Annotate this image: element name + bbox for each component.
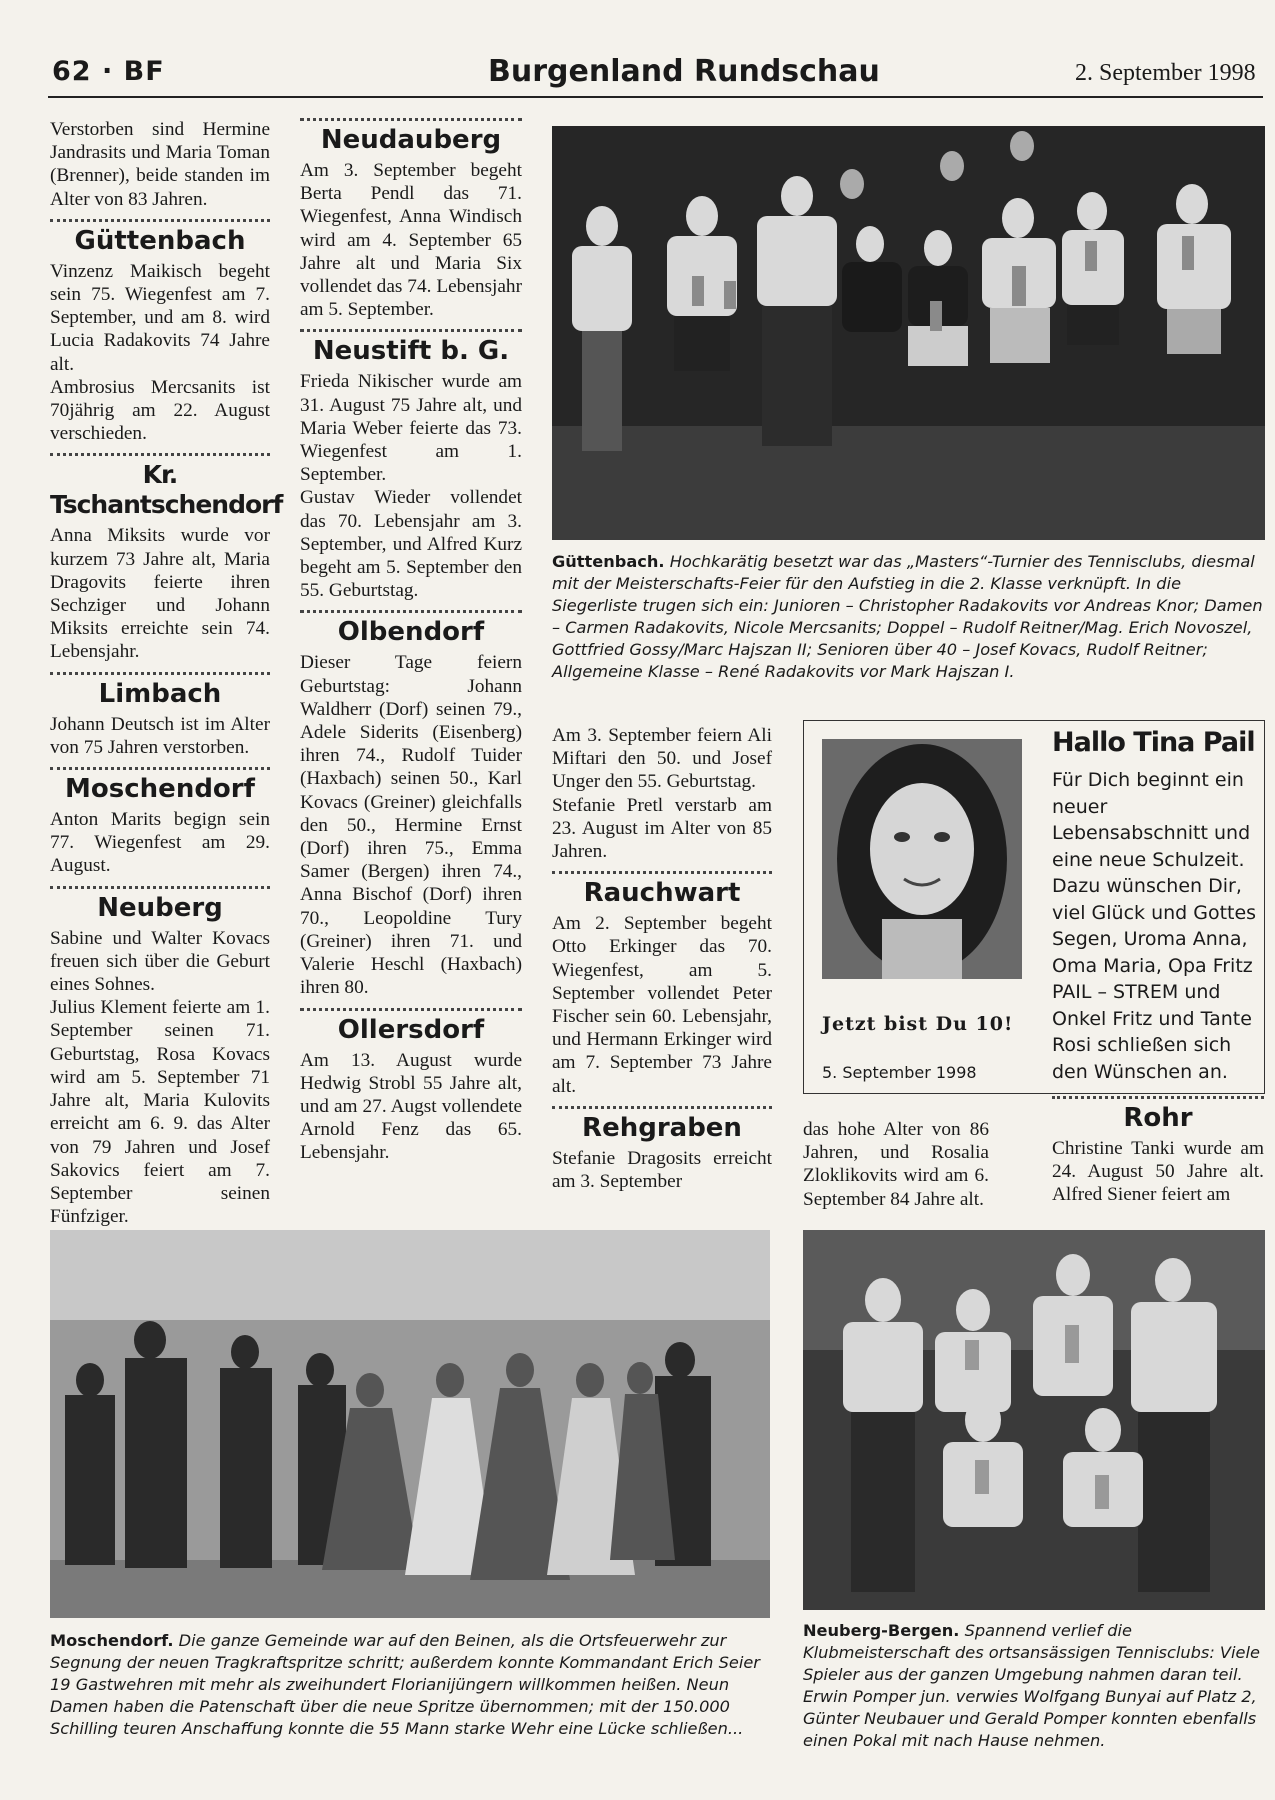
column-1 (50, 118, 283, 1228)
divider (300, 329, 522, 332)
article-text: Verstorben sind Hermine Jandrasits und Maria Toman (Brenner), beide standen im Alter von 83 Jahren. (50, 119, 270, 210)
article-text: Dieser Tage feiern Geburtstag: Johann Waldherr (Dorf) seinen 79., Adele Siderits (Eisenberg) ihren 74., Rudolf Tuider (Haxbach) seinen 50., Karl Kovacs (Greiner) gleichfalls den 50., Hermine Ernst (Dorf) ihren 75., Emma Samer (Bergen) ihren 74., Anna Bischof (Dorf) ihren 70., Leopoldine Tury (Greiner) ihren 71. und Valerie Heschl (Haxbach) ihren 80. (300, 652, 522, 999)
issue-date: 2. September 1998 (1075, 60, 1256, 86)
newspaper-title: Burgenland Rundschau (488, 54, 880, 89)
divider (50, 672, 270, 675)
article-text: Am 2. September begeht Otto Erkinger das 70. Wiegenfest, am 5. September vollendet Peter Fischer sein 60. Lebensjahr, und Hermann Erkinger wird am 7. September 73 Jahre alt. (552, 913, 772, 1097)
divider (300, 610, 522, 613)
section-title: Güttenbach (74, 225, 246, 256)
photo-people-silhouettes (552, 126, 1265, 540)
caption-text: Hochkarätig besetzt war das „Masters“-Turnier des Tennisclubs, diesmal mit der Meisterschafts-Feier für den Aufstieg in die 2. Klasse verknüpft. In die Siegerliste trugen sich ein: Junioren – Christopher Radakovits vor Andreas Knor; Damen – Carmen Radakovits, Nicole Mercsanits; Doppel – Rudolf Reitner/Mag. Erich Novoszel, Gottfried Gossy/Marc Hajszan II; Senioren über 40 – Josef Kovacs, Rudolf Reitner; Allgemeine Klasse – René Radakovits vor Mark Hajszan I. (552, 552, 1263, 681)
article-text: Julius Klement feierte am 1. September seinen 71. Geburtstag, Rosa Kovacs wird am 5. September 71 Jahre alt, Maria Kulovits erreicht am 6. 9. das Alter von 79 Jahren und Josef Sakovics feiert am 7. September seinen Fünfziger. (50, 997, 270, 1228)
divider (50, 219, 270, 222)
caption-place: Güttenbach. (552, 552, 665, 571)
article-text: das hohe Alter von 86 Jahren, und Rosalia Zloklikovits wird am 6. September 84 Jahre alt. (803, 1119, 989, 1210)
article-text: Sabine und Walter Kovacs freuen sich über die Geburt eines Sohnes. (50, 927, 270, 996)
photo-tennis-club (803, 1230, 1265, 1610)
photo-caption-bottom-right (803, 1620, 1265, 1752)
article-text: Am 3. September begeht Berta Pendl das 71. Wiegenfest, Anna Windisch wird am 4. September 65 Jahre alt und Maria Six vollendet das 74. Lebensjahr am 5. September. (300, 160, 522, 321)
article-text: Vinzenz Maikisch begeht sein 75. Wiegenfest am 7. September, und am 8. wird Lucia Radakovits 74 Jahre alt. (50, 260, 270, 375)
divider (50, 886, 270, 889)
caption-place: Neuberg-Bergen. (803, 1621, 960, 1640)
section-title: Limbach (98, 678, 222, 709)
column-2 (300, 118, 522, 1165)
divider (50, 453, 270, 456)
column-4 (803, 1118, 989, 1211)
greeting-title: Hallo Tina Pail (1052, 727, 1255, 758)
greeting-body: Für Dich beginnt ein neuer Lebensabschnitt und eine neue Schulzeit. Dazu wünschen Dir, viel Glück und Gottes Segen, Uroma Anna, Oma Maria, Opa Fritz PAIL – STREM und Onkel Fritz und Tante Rosi schließen sich den Wünschen an. (1052, 769, 1257, 1083)
caption-place: Moschendorf. (50, 1631, 174, 1650)
divider (1052, 1096, 1264, 1099)
article-text: Christine Tanki wurde am 24. August 50 Jahre alt. Alfred Siener feiert am (1052, 1138, 1264, 1206)
divider (552, 1106, 772, 1109)
article-text: Anton Marits begign sein 77. Wiegenfest am 29. August. (50, 809, 270, 877)
photo-tennis-team (552, 126, 1265, 540)
section-title: Moschendorf (65, 774, 255, 805)
column-3 (552, 724, 772, 1193)
column-5 (1052, 1096, 1264, 1207)
section-title: Neustift b. G. (312, 336, 510, 367)
article-text: Ambrosius Mercsanits ist 70jährig am 22. August verschieden. (50, 376, 270, 445)
header-rule (48, 96, 1263, 98)
photo-girl (822, 739, 1022, 979)
article-text: Frieda Nikischer wurde am 31. August 75 Jahre alt, und Maria Weber feierte das 73. Wiegenfest am 1. September. (300, 371, 522, 486)
article-text: Anna Miksits wurde vor kurzem 73 Jahre alt, Maria Dragovits feierte ihren Sechziger und Johann Miksits erreichte sein 74. Lebensjahr. (50, 525, 270, 663)
section-title: Rohr (1123, 1103, 1193, 1133)
section-title: Rauchwart (583, 878, 741, 909)
page-number: 62 · BF (52, 56, 165, 87)
photo-crowd-silhouettes (50, 1230, 770, 1618)
divider (552, 871, 772, 874)
caption-text: Die ganze Gemeinde war auf den Beinen, als die Ortsfeuerwehr zur Segnung der neuen Tragkraftspritze schritt; außerdem konnte Kommandant Erich Seier 19 Gastwehren mit mehr als zweihundert Florianijüngern willkommen heißen. Neun Damen haben die Patenschaft über die neue Spritze übernommen; mit der 150.000 Schilling teuren Anschaffung konnte die 55 Mann starke Wehr eine Lücke schließen... (50, 1631, 760, 1738)
greeting-box (803, 720, 1265, 1094)
photo-caption-bottom-left (50, 1630, 770, 1740)
section-title: Neudauberg (320, 125, 502, 155)
article-text: Stefanie Dragosits erreicht am 3. September (552, 1147, 772, 1193)
article-text: Gustav Wieder vollendet das 70. Lebensjahr am 3. September, und Alfred Kurz begeht am 5. September den 55. Geburtstag. (300, 487, 522, 602)
divider (300, 1008, 522, 1011)
divider (300, 118, 522, 121)
photo-text: Jetzt bist Du 10! (822, 1013, 1014, 1035)
section-title: Olbendorf (337, 617, 485, 648)
article-text: Am 13. August wurde Hedwig Strobl 55 Jahre alt, und am 27. Augst vollendete Arnold Fenz das 65. Lebensjahr. (300, 1049, 522, 1164)
caption-text: Spannend verlief die Klubmeisterschaft des ortsansässigen Tennisclubs: Viele Spieler aus der ganzen Umgebung nahmen daran teil. Erwin Pomper jun. verwies Wolfgang Bunyai auf Platz 2, Günter Neubauer und Gerald Pomper konnten ebenfalls einen Pokal mit nach Hause nehmen. (803, 1621, 1260, 1750)
photo-portrait (822, 739, 1022, 979)
photo-players-silhouettes (803, 1230, 1265, 1610)
article-text: Johann Deutsch ist im Alter von 75 Jahren verstorben. (50, 713, 270, 758)
photo-caption-top (552, 551, 1265, 683)
photo-procession (50, 1230, 770, 1618)
section-title: Neuberg (97, 892, 223, 923)
photo-date: 5. September 1998 (822, 1063, 977, 1082)
section-title: Rehgraben (582, 1112, 742, 1143)
divider (50, 767, 270, 770)
article-text: Stefanie Pretl verstarb am 23. August im Alter von 85 Jahren. (552, 794, 772, 863)
section-title: Ollersdorf (337, 1014, 485, 1045)
article-text: Am 3. September feiern Ali Miftari den 50. und Josef Unger den 55. Geburtstag. (552, 725, 772, 793)
section-title: Kr. Tschantschendorf (50, 460, 283, 520)
